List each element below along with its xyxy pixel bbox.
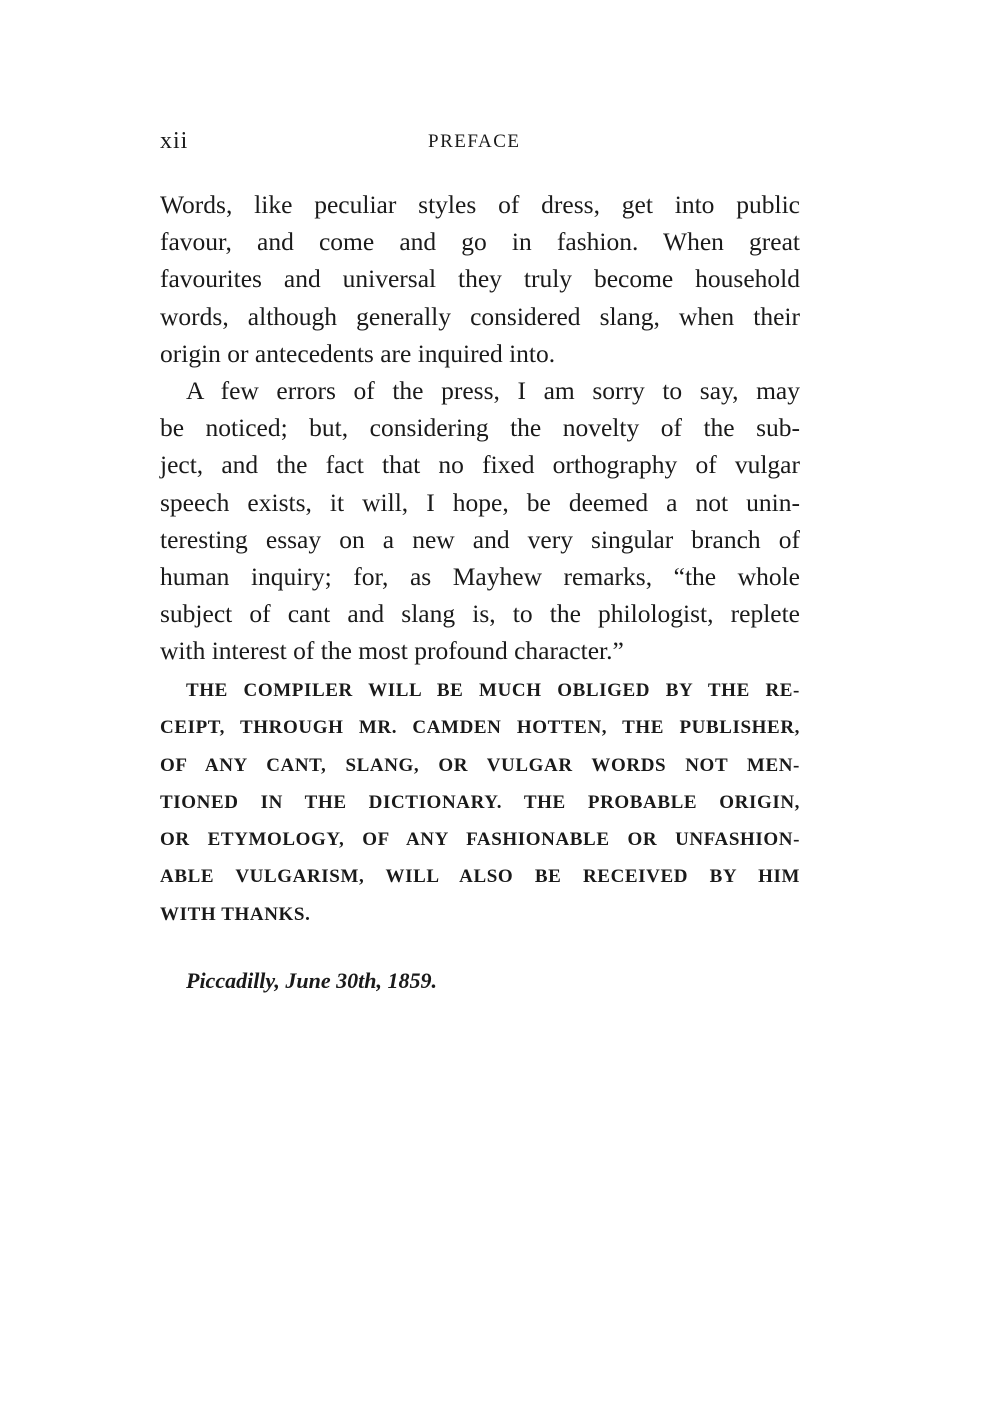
running-head: PREFACE xyxy=(428,131,521,152)
text-line: human inquiry; for, as Mayhew remarks, “the whole xyxy=(160,562,800,592)
page-header xyxy=(160,128,800,158)
text-line: speech exists, it will, I hope, be deemed a not unin- xyxy=(160,487,800,517)
text-line: Words, like peculiar styles of dress, get into public xyxy=(160,190,800,219)
body-text xyxy=(160,186,800,670)
notice-line: CEIPT, THROUGH MR. CAMDEN HOTTEN, THE PUBLISHER, xyxy=(160,717,800,739)
text-line: teresting essay on a new and very singular branch of xyxy=(160,524,800,554)
text-line: favour, and come and go in fashion. When great xyxy=(160,227,800,257)
notice-line: THE COMPILER WILL BE MUCH OBLIGED BY THE RE- xyxy=(186,680,800,701)
text-line: with interest of the most profound character.” xyxy=(160,636,624,666)
text-line: words, although generally considered slang, when their xyxy=(160,301,800,331)
paragraph-2 xyxy=(160,372,800,670)
notice-line: OR ETYMOLOGY, OF ANY FASHIONABLE OR UNFASHION- xyxy=(160,829,800,851)
text-line: A few errors of the press, I am sorry to say, may xyxy=(186,376,800,406)
text-line: origin or antecedents are inquired into. xyxy=(160,338,556,368)
signature-dateline: Piccadilly, June 30th, 1859. xyxy=(186,968,437,993)
text-line: favourites and universal they truly become household xyxy=(160,264,800,294)
notice-line: TIONED IN THE DICTIONARY. THE PROBABLE ORIGIN, xyxy=(160,791,800,813)
text-line: be noticed; but, considering the novelty of the sub- xyxy=(160,413,800,443)
text-line: subject of cant and slang is, to the philologist, replete xyxy=(160,599,800,629)
text-line: ject, and the fact that no fixed orthography of vulgar xyxy=(160,450,800,480)
notice-line: WITH THANKS. xyxy=(160,903,311,925)
notice-line: OF ANY CANT, SLANG, OR VULGAR WORDS NOT MEN- xyxy=(160,754,800,776)
page-number: xii xyxy=(160,128,189,154)
compiler-notice xyxy=(160,672,800,933)
notice-line: ABLE VULGARISM, WILL ALSO BE RECEIVED BY HIM xyxy=(160,866,800,888)
paragraph-1 xyxy=(160,186,800,372)
